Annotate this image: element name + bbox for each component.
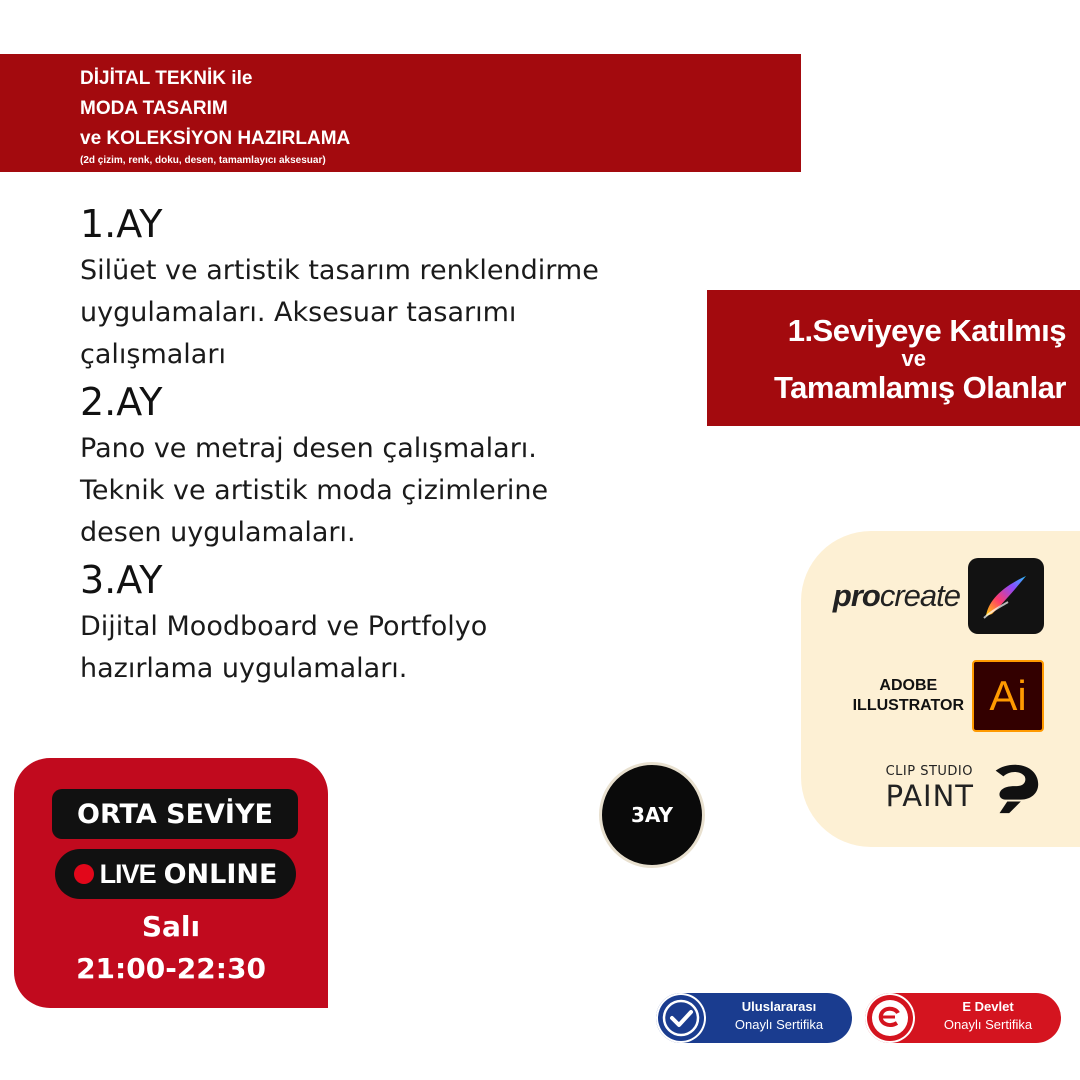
level-requirement-line-3: Tamamlamış Olanlar — [774, 370, 1066, 405]
clip-studio-paint-logo — [801, 753, 1080, 823]
level-badge: ORTA SEVİYE — [52, 789, 298, 839]
level-requirement-line-2: ve — [901, 346, 926, 371]
procreate-wordmark: procreate — [832, 578, 960, 613]
month-line: uygulamaları. Aksesuar tasarımı — [80, 297, 517, 328]
adobe-illustrator-label: ADOBE ILLUSTRATOR — [852, 677, 964, 714]
course-title-line-2: MODA TASARIM — [80, 98, 228, 119]
edevlet-logo-icon — [865, 993, 915, 1043]
clip-studio-label: CLIP STUDIO PAINT — [885, 764, 974, 813]
course-title-banner — [0, 54, 801, 172]
live-dot-icon — [74, 864, 94, 884]
edevlet-certificate-badge — [865, 993, 1061, 1043]
online-label: ONLINE — [163, 858, 278, 890]
adobe-illustrator-icon: Ai — [972, 660, 1044, 732]
live-online-badge — [55, 849, 296, 899]
month-line: çalışmaları — [80, 339, 226, 370]
class-day: Salı — [141, 910, 201, 943]
month-line: Dijital Moodboard ve Portfolyo — [80, 611, 488, 642]
international-certificate-text: Uluslararası Onaylı Sertifika — [734, 999, 824, 1032]
course-title-line-3: ve KOLEKSİYON HAZIRLAMA — [80, 128, 351, 149]
edevlet-certificate-text: E Devlet Onaylı Sertifika — [943, 999, 1033, 1032]
course-subtitle: (2d çizim, renk, doku, desen, tamamlayıcı aksesuar) — [80, 155, 326, 166]
month-line: desen uygulamaları. — [80, 517, 356, 548]
procreate-brush-icon — [968, 558, 1044, 634]
month-title: 2.AY — [80, 380, 163, 424]
course-title-line-1: DİJİTAL TEKNİK ile — [80, 68, 253, 89]
month-title: 1.AY — [80, 202, 163, 246]
level-requirement-box — [707, 290, 1080, 426]
procreate-logo — [801, 557, 1080, 635]
month-block — [80, 376, 720, 554]
month-block — [80, 554, 720, 690]
clip-studio-icon — [986, 758, 1044, 818]
month-line: Teknik ve artistik moda çizimlerine — [80, 475, 549, 506]
month-title: 3.AY — [80, 558, 163, 602]
month-block — [80, 198, 720, 376]
adobe-illustrator-logo — [801, 659, 1080, 733]
level-requirement-line-1: 1.Seviyeye Katılmış — [787, 313, 1066, 348]
software-panel — [801, 531, 1080, 847]
international-certificate-badge — [656, 993, 852, 1043]
checkmark-icon — [656, 993, 706, 1043]
curriculum — [80, 198, 720, 690]
month-line: Pano ve metraj desen çalışmaları. — [80, 433, 537, 464]
live-label: LIVE — [99, 858, 156, 889]
live-schedule-panel — [14, 758, 328, 1008]
class-time: 21:00-22:30 — [76, 952, 266, 985]
month-line: Silüet ve artistik tasarım renklendirme — [80, 255, 599, 286]
month-line: hazırlama uygulamaları. — [80, 653, 408, 684]
duration-badge: 3AY — [599, 762, 705, 868]
